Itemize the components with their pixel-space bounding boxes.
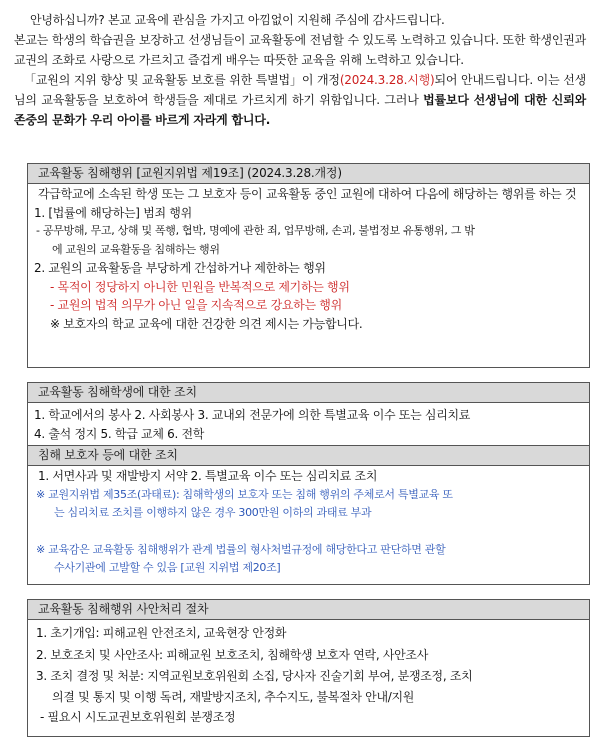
procedure-extra: - 필요시 시도교권보호위원회 분쟁조정 xyxy=(40,710,236,724)
item-crime-detail-b: 에 교원의 교육활동을 침해하는 행위 xyxy=(52,242,220,256)
procedure-step-1: 1. 초기개입: 피해교원 안전조치, 교육현장 안정화 xyxy=(36,626,287,640)
item-crime: 1. [법률에 해당하는] 범죄 행위 xyxy=(34,205,192,220)
guardian-opinion-note: ※ 보호자의 학교 교육에 대한 건강한 의견 제시는 가능합니다. xyxy=(50,316,363,331)
student-measures-box xyxy=(27,382,590,446)
report-note-a: ※ 교육감은 교육활동 침해행위가 관계 법률의 형사처벌규정에 해당한다고 판단하면 관할 xyxy=(36,542,446,556)
law-name: 「교원의 지위 향상 및 교육활동 보호를 위한 특별법」이 개정 xyxy=(24,73,340,87)
infringement-acts-header: 교육활동 침해행위 [교원지위법 제19조] (2024.3.28.개정) xyxy=(28,164,589,184)
procedure-step-3-a: 3. 조치 결정 및 처분: 지역교원보호위원회 소집, 당사자 진술기회 부여, 분쟁조정, 조치 xyxy=(36,669,473,683)
guardian-measures-header: 침해 보호자 등에 대한 조치 xyxy=(28,446,589,466)
intro-greeting: 안녕하십니까? 본교 교육에 관심을 가지고 아낌없이 지원해 주심에 감사드립니다. xyxy=(30,13,445,27)
fine-note-a: ※ 교원지위법 제35조(과태료): 침해학생의 보호자 또는 침해 행위의 주체로서 특별교육 또 xyxy=(36,487,453,501)
intro-section xyxy=(14,10,586,130)
intro-paragraph-3 xyxy=(14,70,586,130)
procedure-step-3-b: 의결 및 통지 및 이행 독려, 재발방지조치, 추수지도, 불복절차 안내/지원 xyxy=(52,689,415,704)
item-interference: 2. 교원의 교육활동을 부당하게 간섭하거나 제한하는 행위 xyxy=(34,261,326,275)
student-measures-header: 교육활동 침해학생에 대한 조치 xyxy=(28,383,589,403)
procedure-step-2: 2. 보호조치 및 사안조사: 피해교원 보호조치, 침해학생 보호자 연락, 사안조사 xyxy=(36,647,429,662)
infringement-acts-box xyxy=(27,163,590,368)
infringement-definition: 각급학교에 소속된 학생 또는 그 보호자 등이 교육활동 중인 교원에 대하여 다음에 해당하는 행위를 하는 것 xyxy=(38,187,577,201)
guardian-measures-line-1: 1. 서면사과 및 재발방지 서약 2. 특별교육 이수 또는 심리치료 조치 xyxy=(38,469,378,483)
case-procedure-box xyxy=(27,599,590,737)
student-measures-line-1: 1. 학교에서의 봉사 2. 사회봉사 3. 교내외 전문가에 의한 특별교육 이수 또는 심리치료 xyxy=(34,408,471,422)
intro-paragraph-2: 본교는 학생의 학습권을 보장하고 선생님들이 교육활동에 전념할 수 있도록 노력하고 있습니다. 또한 학생인권과 교권의 조화로 사랑으로 가르치고 즐겁게 배우는 따뜻한 교육을 위해 노력하고 있습니다. xyxy=(14,33,586,67)
intro-emphasis: 법률보다 선생님에 대한 신뢰와 존중의 문화가 우리 아이를 바르게 자라게 합니다. xyxy=(14,93,586,127)
report-note-b: 수사기관에 고발할 수 있음 [교원 지위법 제20조] xyxy=(54,561,281,574)
student-measures-line-2: 4. 출석 정지 5. 학급 교체 6. 전학 xyxy=(34,426,205,441)
case-procedure-header: 교육활동 침해행위 사안처리 절차 xyxy=(28,600,589,620)
guardian-measures-box xyxy=(27,445,590,585)
law-effective-date: (2024.3.28.시행) xyxy=(339,73,435,87)
fine-note-b: 는 심리치료 조치를 이행하지 않은 경우 300만원 이하의 과태료 부과 xyxy=(54,506,372,519)
intro-paragraph-3-rest: 되어 안내드립니다. 이는 선생님의 교육활동을 보호하여 학생들을 제대로 가르치게 하기 위함입니다. 그러나 xyxy=(14,73,586,107)
interference-example-1: - 목적이 정당하지 아니한 민원을 반복적으로 제기하는 행위 xyxy=(50,279,350,294)
item-crime-detail-a: - 공무방해, 무고, 상해 및 폭행, 협박, 명예에 관한 죄, 업무방해, 손괴, 불법정보 유통행위, 그 밖 xyxy=(36,224,475,237)
interference-example-2: - 교원의 법적 의무가 아닌 일을 지속적으로 강요하는 행위 xyxy=(50,298,342,312)
